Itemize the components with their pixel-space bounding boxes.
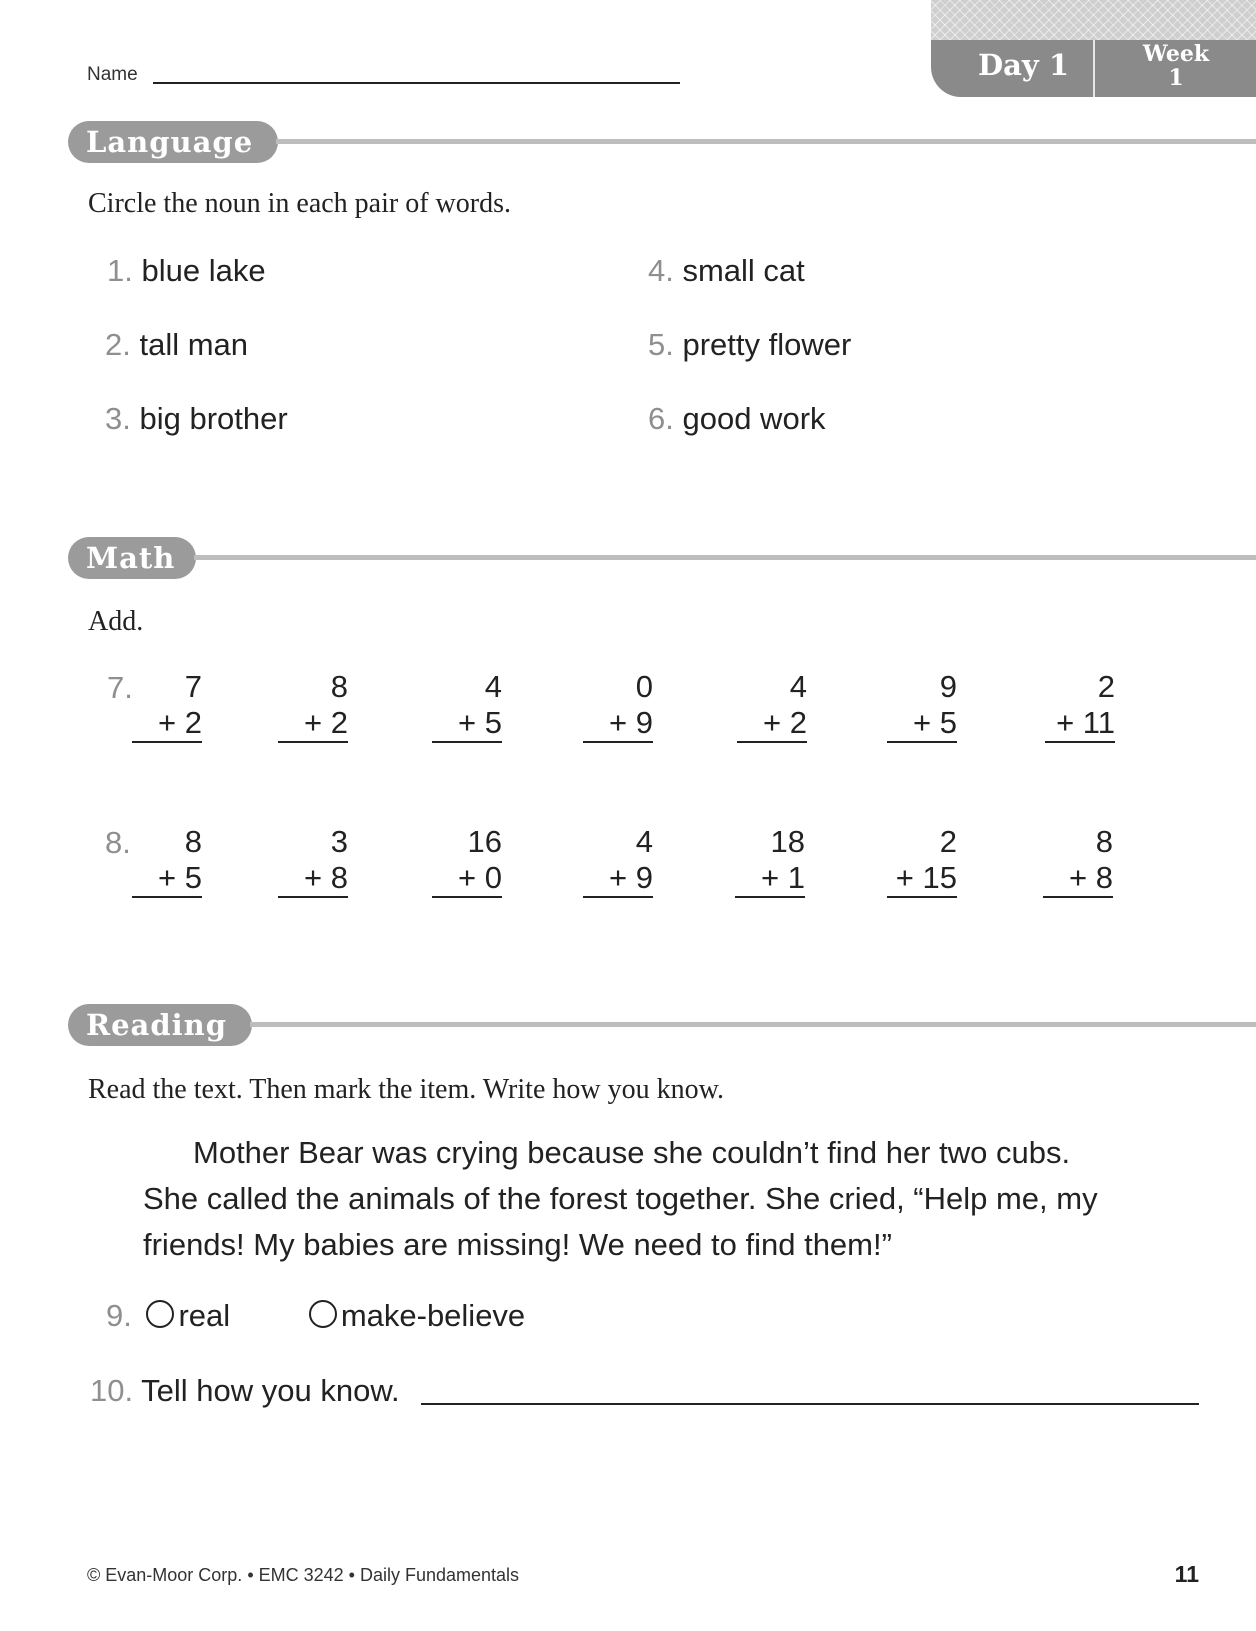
section-rule [194,555,1256,560]
addition-problem [132,669,202,743]
item-number: 3. [105,401,131,436]
addend-bottom: + 15 [887,860,957,898]
item-text: tall man [139,327,249,362]
addition-problem [1045,669,1115,743]
addend-top: 18 [770,824,805,859]
language-item[interactable] [648,327,851,363]
name-line[interactable] [153,82,680,84]
language-item[interactable] [648,253,805,289]
reading-directions: Read the text. Then mark the item. Write how you know. [88,1074,724,1105]
addend-bottom: + 5 [432,705,502,743]
addition-problem [278,824,348,898]
addend-top: 7 [184,669,202,704]
item-text: small cat [682,253,805,288]
option-label: real [178,1298,231,1333]
language-directions: Circle the noun in each pair of words. [88,188,511,219]
addition-problem [887,824,957,898]
page-number: 11 [1174,1561,1199,1587]
addend-top: 4 [635,824,653,859]
addition-problem [1043,824,1113,898]
day-week-tab [931,0,1256,97]
addition-problem [583,824,653,898]
item-text: big brother [139,401,288,436]
item-text: pretty flower [682,327,852,362]
addend-bottom: + 2 [278,705,348,743]
question-number: 10. [90,1373,134,1408]
addend-bottom: + 9 [583,860,653,898]
week-word: Week [1142,41,1210,67]
language-item[interactable] [105,327,248,363]
addend-top: 3 [330,824,348,859]
name-label: Name [87,64,138,85]
addend-top: 9 [939,669,957,704]
addend-bottom: + 8 [278,860,348,898]
week-number: 1 [1168,65,1184,91]
addend-bottom: + 2 [132,705,202,743]
option-make-believe[interactable] [309,1298,525,1333]
addend-top: 8 [330,669,348,704]
language-title: Language [68,121,278,163]
tab-pattern [931,0,1256,40]
week-label [1101,42,1251,90]
addition-problem [737,669,807,743]
addend-bottom: + 11 [1045,705,1115,743]
addition-problem [132,824,202,898]
item-number: 6. [648,401,674,436]
option-label: make-believe [340,1298,526,1333]
day-label: Day 1 [977,48,1070,82]
addend-bottom: + 0 [432,860,502,898]
addend-top: 2 [1097,669,1115,704]
language-item[interactable] [107,253,266,289]
addend-top: 8 [1095,824,1113,859]
reading-title: Reading [68,1004,252,1046]
addend-bottom: + 8 [1043,860,1113,898]
item-text: good work [682,401,826,436]
addition-problem [735,824,805,898]
footer-copyright: © Evan-Moor Corp. • EMC 3242 • Daily Fundamentals [87,1565,520,1585]
addend-top: 8 [184,824,202,859]
addend-top: 2 [939,824,957,859]
item-number: 1. [107,253,133,288]
addend-top: 16 [467,824,502,859]
addend-bottom: + 9 [583,705,653,743]
answer-line[interactable] [421,1403,1199,1405]
math-title: Math [68,537,196,579]
item-text: blue lake [141,253,266,288]
addend-bottom: + 2 [737,705,807,743]
addition-problem [432,824,502,898]
section-rule [276,139,1256,144]
addend-top: 4 [484,669,502,704]
question-text: Tell how you know. [141,1373,400,1408]
addition-problem [432,669,502,743]
addend-top: 4 [789,669,807,704]
language-item[interactable] [648,401,826,437]
language-item[interactable] [105,401,288,437]
row-number: 8. [105,825,131,860]
radio-circle-icon[interactable] [146,1300,174,1328]
passage-text: Mother Bear was crying because she couldn’t find her two cubs. She called the animals of the forest together. She cried, “Help me, my friends! My babies are missing! We need to find them!” [143,1135,1098,1262]
section-rule [250,1022,1256,1027]
radio-circle-icon[interactable] [309,1300,337,1328]
math-directions: Add. [88,606,144,637]
row-number: 7. [107,670,133,705]
addend-bottom: + 5 [887,705,957,743]
addend-top: 0 [635,669,653,704]
option-real[interactable] [146,1298,238,1333]
item-number: 4. [648,253,674,288]
addend-bottom: + 1 [735,860,805,898]
addition-problem [278,669,348,743]
question-number: 9. [106,1298,132,1333]
addition-problem [887,669,957,743]
tab-divider [1093,40,1095,97]
addend-bottom: + 5 [132,860,202,898]
question-9 [106,1298,525,1334]
question-10 [90,1373,400,1409]
addition-problem [583,669,653,743]
reading-passage [143,1130,1123,1268]
item-number: 2. [105,327,131,362]
item-number: 5. [648,327,674,362]
